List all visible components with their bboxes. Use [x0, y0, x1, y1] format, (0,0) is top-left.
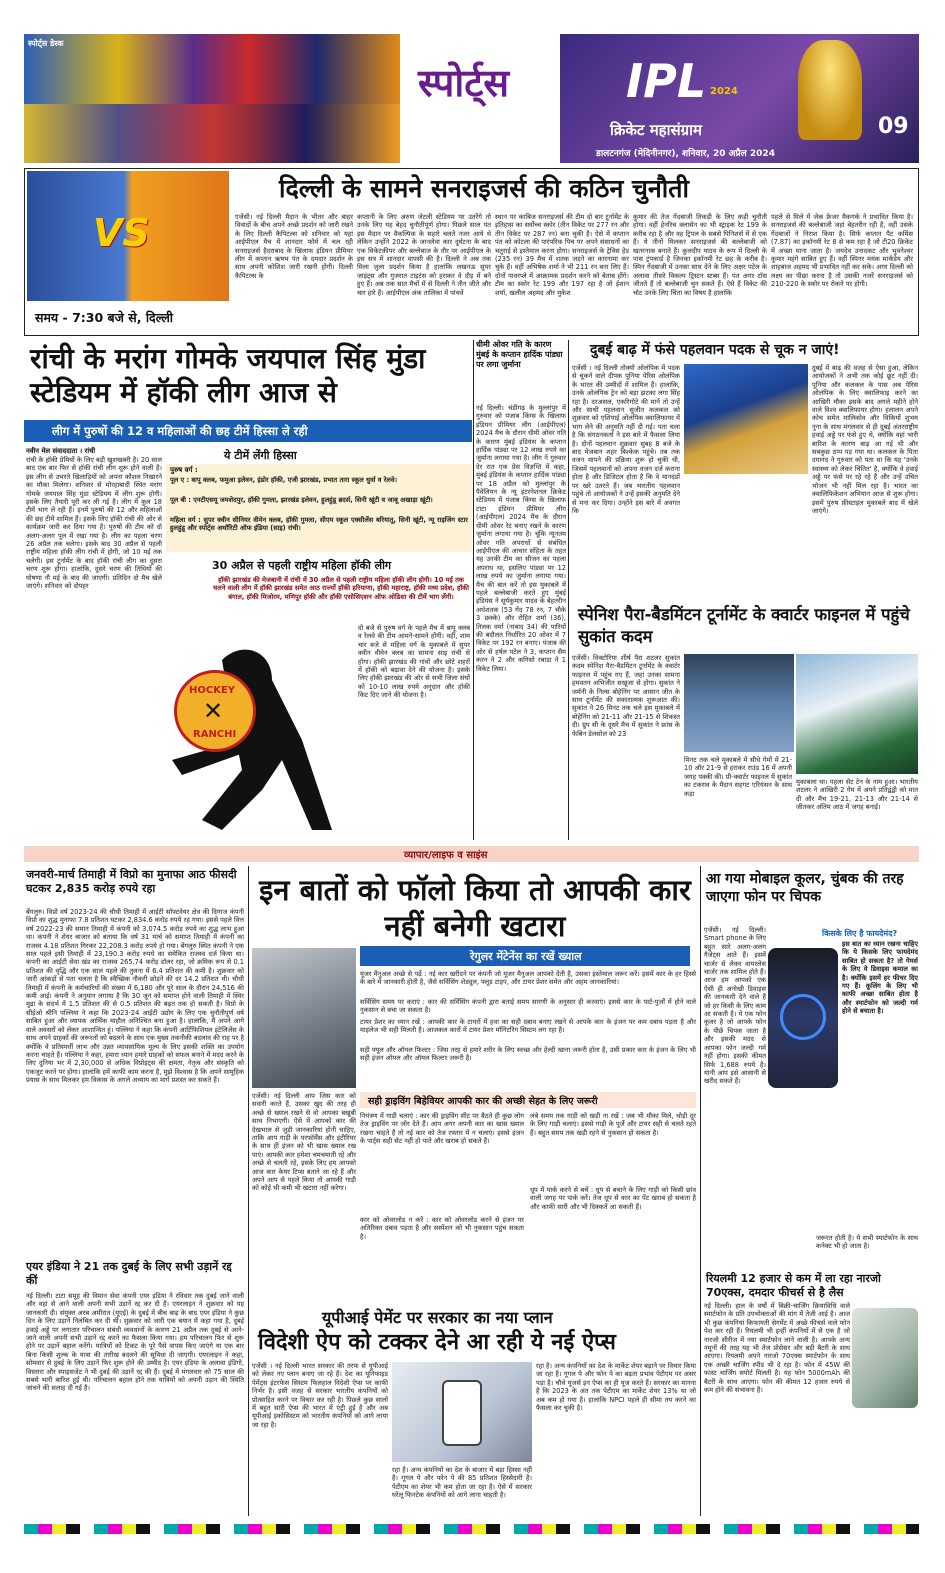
mobile-cooler-story: [704, 866, 919, 1270]
match-time: समय - 7:30 बजे से, दिल्ली: [35, 310, 174, 325]
car-wash-photo: [252, 948, 356, 1088]
badminton-photo-right: [796, 654, 918, 774]
car-headline: इन बातों को फॉलो किया तो आपकी कार नहीं बनेगी खटारा: [259, 873, 691, 943]
air-india-headline: एयर इंडिया ने 21 तक दुबई के लिए सभी उड़ानें रद्द कीं: [26, 1260, 232, 1287]
registration-bar: [24, 1524, 919, 1534]
masthead: [24, 34, 919, 163]
upi-col-1: एजेंसी । नई दिल्ली भारत सरकार की तरफ से यूपीआई को लेकर नए प्लान बनाए जा रहे हैं। देश का यूनिफाइड पेमेंट्स इंटरफेस सिस्टम फिलहाल विदेशी ऐप्स पर काफी निर्भर है। इसी वजह से सरकार भारतीय कंपनियों को प्रोत्साहित करने पर विचार कर रही है। पिछले कुछ सालों में बहुत सारी ऐप्स की भारत में एंट्री हुई है और अब यूपीआई इकोसिस्टम को भारतीय कंपनियों को आगे लाया जा रहा है।: [252, 1362, 388, 1429]
cooler-headline: आ गया मोबाइल कूलर, चुंबक की तरह जाएगा फोन पर चिपक: [706, 871, 904, 905]
realme-body: नई दिल्ली। हाल के वर्षों में बिक्री-चार्जिंग क्रियाविधि वाले स्मार्टफोन के प्रति उपभोक्ताओं की मांग में तेजी आई है। आज भी कुछ कंपनियां किफायती सेगमेंट में अच्छे फीचर्स वाले फोन पेश कर रही हैं। रियलमी भी इन्हीं कंपनियों में से एक है जो नारजो सीरीज में नया स्मार्टफोन लाने वाली है। आपके अन्य नमूनों की तरह यह भी तेज प्रोसेसर और बड़ी बैटरी के साथ आएगा। रियलमी अपने नारजो 70एक्स स्मार्टफोन के साथ एक अच्छी चार्जिंग स्पीड भी दे रहा है। फोन में 45W की फास्ट चार्जिंग सपोर्ट मिलती है। यह फोन 5000mAh की बैटरी के साथ आएगा। फोन की कीमत 12 हजार रुपये से कम होने की संभावना है।: [704, 1302, 850, 1395]
business-strip-label: व्यापार/लाइफ व साइंस: [404, 850, 488, 861]
team-captains-photo: [24, 34, 400, 163]
cooler-device-photo: [768, 948, 838, 1088]
badminton-story: [572, 604, 919, 840]
car-bullet-2: सर्विसिंग समय पर कराएं : कार की सर्विसिंग कंपनी द्वारा बताई समय सारणी के अनुसार ही करवाएं। इससे कार के पार्ट-पुर्जों में होने वाले नुकसान से बचा जा सकता है।: [360, 998, 696, 1015]
pandya-body: नई दिल्ली। चंडीगढ़ के मुल्लांपुर में गुरुवार को पंजाब किंग्स के खिलाफ इंडियन प्रीमियर लीग (आईपीएल) 2024 मैच के दौरान धीमी ओवर गति के कारण मुंबई इंडियंस के कप्तान हार्दिक पांड्या पर 12 लाख रुपये का जुर्माना लगाया गया है। लीग ने गुरुवार देर रात एक प्रेस विज्ञप्ति में कहा, मुंबई इंडियंस के कप्तान हार्दिक पांड्या पर 18 अप्रैल को मुल्लांपुर के पैवेलियन के न्यू इंटरनेशनल क्रिकेट स्टेडियम में पंजाब किंग्स के खिलाफ टाटा इंडियन प्रीमियर लीग (आईपीएल) 2024 मैच के दौरान धीमी ओवर रेट बनाए रखने के कारण जुर्माना लगाया गया है। चूंकि न्यूनतम ओवर गति अपराधों से संबंधित आईपीएल की आचार संहिता के तहत यह उनकी टीम का सीजन का पहला अपराध था, इसलिए पांड्या पर 12 लाख रुपये का जुर्माना लगाया गया। मैच की बात करें तो इस मुकाबले में पहले बल्लेबाजी करते हुए मुंबई इंडियंस ने सूर्यकुमार यादव के बेहतरीन अर्धशतक (53 गेंद 78 रन, 7 चौके 3 छक्के) और रोहित शर्मा (36), तिलक वर्मा (नाबाद 34) की पारियों की बदौलत निर्धारित 20 ओवर में 7 विकेट पर 192 रन बनाए। पंजाब की ओर से हर्षल पटेल ने 3, कप्तान सैम करन ने 2 और कगिसो रबाडा ने 1 विकेट लिया।: [476, 404, 566, 673]
hockey-story: [24, 340, 472, 840]
upi-story: [252, 1308, 698, 1516]
lead-col-3: स्थान पर काबिज सनराइजर्स की टीम दो बार टूर्नामेंट के इतिहास का सर्वोच्च स्कोर (तीन विकेट पर 277 रन और तीन विकेट पर 287 रन) बना चुकी है। ऐसे में कप्तान पंत को कोटला की पारंपरिक पिच पर अपने संसाधनों का चतुराई से इस्तेमाल करना होगा। सनराइजर्स के ट्रेविस हेड (235 रन) 39 मैच में शतक जड़ने का कारनामा कर चुके हैं। वहीं अभिषेक शर्मा ने भी 211 रन बना लिए हैं। दोनों पावरप्ले में आक्रामक प्रदर्शन करने को बेताब होंगे। टीम का स्कोर रेट 199 और 197 रहा है जो ईशान शर्मा, खलील अहमद और मुकेश: [495, 213, 629, 297]
driving-tip-2: कार को ओवरलोड न करें : कार को ओवरलोड करने से इंजन पर अतिरिक्त दबाव पड़ता है और सस्पेंशन को भी नुकसान पहुंच सकता है।: [360, 1216, 524, 1241]
women-teams: महिला वर्ग : सुपर क्वीन सीनियर वीमेन क्लब, हॉकी गुमला, सीएम स्कूल एक्सीलेंस बरियातू, सिनी खूंटी, न्यू राइजिंग स्टार हुलहुंडू और स्पोर्ट्स अथॉरिटी ऑफ इंडिया (साइ) रांची।: [170, 516, 468, 533]
pool-b: पूल बी : एनटीएसयू जमशेदपुर, हॉकी गुमला, झारखंड इलेवन, हुलहुंडू ब्रदर्स, सिनी खूंटी व जाबू अखाड़ा खूंटी।: [170, 496, 433, 504]
cooler-body: एजेंसी। नई दिल्ली। Smart phone के लिए बहुत सारे अलग-अलग गैजेट्स आते हैं। इसमें चार्जर से लेकर वायरलेस चार्जर तक शामिल होते हैं। आज हम आपको एक ऐसी ही अनोखी डिवाइस की जानकारी देने वाले हैं जो हर किसी के लिए काम आ सकती है। ये एक फोन कूलर है जो आपके फोन के पीछे चिपक जाता है और इसकी मदद से आपका फोन जल्दी गर्म नहीं होगा। इसकी कीमत सिर्फ 1,688 रुपये है। यानी आप इसे आसानी से खरीद सकते हैं।: [704, 926, 766, 1086]
women-league-body: हॉकी झारखंड की मेजबानी में रांची में 30 अप्रैल से पहली राष्ट्रीय महिला हॉकी लीग होगी। 10 मई तक चलने वाली लीग में हॉकी झारखंड समेत आठ राज्यों हॉकी हरियाणा, हॉकी महाराष्ट्र, हॉकी मध्य प्रदेश, हॉकी बंगाल, हॉकी मिजोरम, मणिपुर हॉकी और हॉकी एसोसिएशन ऑफ ओडिशा की टीमें भाग लेंगी।: [213, 576, 469, 601]
driving-tip-1: नियंत्रण में गाड़ी चलाएं : कार की ड्राइविंग सीट पर बैठते ही कुछ लोग तेज ड्राइविंग पर जोर देते हैं। आप अगर अपनी कार का खास ख्याल रखना चाहते हैं तो नई कार को तेज रफ्तार में न चलाएं। इससे इंजन के पार्ट्स सही सेट नहीं हो पाते और खराब हो सकते हैं।: [360, 1112, 524, 1146]
page-number: 09: [878, 114, 909, 139]
driving-tip-4: धूप में पार्क करने से बचें : धूप से बचाने के लिए गाड़ी को किसी छांव वाली जगह पर पार्क करें। तेज धूप से कार का पेंट खराब हो सकता है और काफी सारी और भी दिक्कतें आ सकती हैं।: [530, 1186, 696, 1211]
hockey-subhead: लीग में पुरुषों की 12 व महिलाओं की छह टीमें हिस्सा ले रही: [52, 424, 308, 438]
wrestling-col-1: एजेंसी । नई दिल्ली तोक्यो ओलंपिक में पदक से चूकने वाले दीपक पूनिया पेरिस ओलंपिक के भारत की उम्मीदों में शामिल हैं। हालांकि, उनके ओलंपिक ट्रेन को बड़ा झटका लगा सिंह रहा है। दरअसल, एकरिगोटे की मानें तो उन्हें और साथी पहलवान सुजीत कलकल को शुक्रवार को एशियाई ओलंपिक क्वालिफायर में भाग लेने की अनुमति नहीं दी गई। पता चला है कि संगठनकर्ता ने इस बारे में फैसला लिया है। दोनों पहलवान शुक्रवार सुबह 8 बजे के बाद मेजबान शहर बिश्केक पहुंचे। तब तक वजन मापने की प्रक्रिया शुरू हो चुकी थी, जिसमें पहलवानों को अपना वजन दर्ज कराना होता है और डिजिटल होता है कि वे मानदंडों पर खरे उतरते हैं। जब भारतीय पहलवान पहुंचे तो आयोजकों ने उन्हें इसकी अनुमति देने से मना कर दिया। उन्होंने इस बारे में अवगत कि: [572, 364, 680, 515]
driving-tip-3: लंबे समय तक गाड़ी को खड़ी ना रखें : जब भी मौका मिले, थोड़ी दूर के लिए गाड़ी चलाएं। इससे गाड़ी के पुर्जे और टायर सही से चलते रहते हैं। बहुत समय तक खड़ी रहने से नुकसान हो सकता है।: [530, 1112, 696, 1137]
car-bullet-1: यूजर मैनुअल अच्छे से पढ़ें : नई कार खरीदने पर कंपनी जो यूजर मैनुअल आपको देती है, उसका इस्तेमाल जरूर करें। इसमें कार के हर हिस्से के बारे में जानकारी होती है, जैसे सर्विसिंग शेड्यूल, फ्लूड टाइप, और टायर प्रेशर समेत और अहम जानकारियां।: [360, 970, 696, 987]
air-india-story: [24, 1260, 246, 1516]
wipro-story: [24, 866, 246, 1256]
brand-logo: स्पोर्ट्स: [418, 61, 510, 105]
lead-col-2: कप्तानी के लिए अरुण जेटली स्टेडियम पर उतरेंगे तो उनके लिए यह बेहद चुनौतीपूर्ण होगा। पिछले साल पंत इस मैदान पर वैकल्पिक के सहारे चलते नजर आये थे लेकिन उन्होंने 2022 के जानलेवा कार दुर्घटना के बाद एक विकेटकीपर और बल्लेबाज के तौर पर आईपीएल के इस सत्र में शानदार वापसी की है। दिल्ली ने अब तक मिला जुला प्रदर्शन किया है हालांकि लखनऊ सुपर जाइंट्स और गुजरात टाइटंस को हराकर वे दौड़ में बने हुए हैं। अब तक सात मैचों में से दिल्ली ने तीन जीते और चार हारे हैं। आईपीएल अंक तालिका में पांचवें: [357, 213, 491, 297]
wipro-headline: जनवरी-मार्च तिमाही में विप्रो का मुनाफा आठ फीसदी घटकर 2,835 करोड़ रुपये रहा: [26, 868, 237, 895]
lead-col-5: पहले से मिले में जेक फ्रेजर मैकगर्क ने प्रभावित किया है। सनराइजर्स की बल्लेबाजी जहां बेहतरीन रही है, वहीं उसके गेंदबाजों ने निराश किया है। सिर्फ कप्तान पैट कमिंस (7.87) का इकॉनमी रेट 8 से कम रहा है जो टी20 क्रिकेट में अच्छा माना जाता है। जयदेव उनादकट और भुवनेश्वर कुमार महंगे साबित हुए हैं। वहीं स्पिनर मयंक मार्कंडेय और शाहबाज अहमद भी प्रभावित नहीं कर सके। अगर दिल्ली को लक्ष्य का पीछा करना है तो उसकी नजरें सनराइजर्स को 210-220 के स्कोर पर रोकने पर होगी।: [771, 213, 913, 289]
logo-bottom-text: RANCHI: [193, 729, 237, 740]
lead-col-1: एजेंसी। नई दिल्ली मैदान के भीतर और बाहर विवादों के बीच अपने अच्छे प्रदर्शन को जारी रखने के लिए दिल्ली कैपिटल्स को शनिवार को यहां आईपीएल मैच में शानदार फॉर्म में चल रही सनराइजर्स हैदराबाद के खिलाफ इंडियन प्रीमियर लीग में कप्तान ऋषभ पंत के दमदार प्रदर्शन के साथ अपनी कोशिश जारी रखनी होगी। दिल्ली कैपिटल्स के: [235, 213, 353, 280]
car-intro: एजेंसी। नई दिल्ली आप जिस कार को सवारी करते हैं, उसका खुद की तरह ही अच्छे से ख्याल रखने से वो आपका बखूबी साथ निभाएगी। ऐसे में आपको कार की देखभाल से जुड़ी जानकारियां होनी चाहिए, ताकि आप गाड़ी के परफॉर्मेंस और इंटीरियर के साथ ही इंजन को भी खास ख्याल रख पाएं। आपकी कार हमेशा चमचमाती रहे और अच्छे से चलती रहे, इसके लिए हम आपको आज कार केयर टिप्स बताने जा रहे हैं और अपने आप से पहले किया तो आपकी गाड़ी को कोई भी कमी भी खटारा नहीं करेगा।: [252, 1092, 356, 1193]
hockey-body: रांची के हॉकी प्रेमियों के लिए बड़ी खुशखबरी है। 20 साल बाद एक बार फिर से हॉकी रांची लीग शुरू होने वाली है। इस लीग से उभरते खिलाड़ियों को अपना कौशल निखारने का मौका मिलेगा। शनिवार से मोरहाबादी स्थित मरांग गोमके जयपाल सिंह मुंडा स्टेडियम में लीग शुरू होगी। इसके लिए तैयारी पूरी कर ली गई है। लीग में कुल 18 टीमें भाग ले रही हैं। इनमें पुरुषों की 12 और महिलाओं की छह टीमें शामिल हैं। इसके लिए हॉकी रांची की ओर से कार्यक्रम जारी कर दिया गया है। पुरुषों की टीम को दो अलग-अलग पूल में रखा गया है। लीग का पहला चरण 26 अप्रैल तक चलेगा। इसके बाद 30 अप्रैल से पहली राष्ट्रीय महिला हॉकी लीग रांची में होगी, जो 10 मई तक चलेगी। इस टूर्नामेंट के बाद हॉकी रांची लीग का दूसरा चरण शुरू होगा। हालांकि, दूसरे चरण की तिथियों की घोषणा नौ मई के बाद की जाएगी। प्रतिदिन दो मैच खेले जाएंगे। शनिवार को दोपहर: [26, 456, 162, 591]
upi-col-2: रहा है। अन्य कंपनियों का देश के बाजार में बड़ा हिस्सा नहीं है। गूगल पे और फोन पे की 85 प्रतिशत हिस्सेदारी है। पेटीएम का शेयर भी कम होता जा रहा है। ऐसे में सरकार घरेलू फिनटेक कंपनियों को आगे लाना चाहती है।: [392, 1466, 532, 1500]
upi-col-3: रहा है। अन्य कंपनियों का देश के मार्केट शेयर बढ़ाने पर विचार किया जा रहा है। गूगल पे और फोन पे का बढ़ता प्रभाव पेटीएम पर असर पड़ा है। चौथे यूजर्स इन ऐप्स का ही यूज करते हैं। सरकार का मानना है कि 2023 के अंत तक पेटीएम का मार्केट शेयर 13% था जो अब कम हो गया है। हालांकि NPCI पहले ही सीमा तय करने का फैसला कर चुकी है।: [536, 1362, 696, 1413]
driving-heading: सही ड्राइविंग बिहेवियर आपकी कार की अच्छी सेहत के लिए जरूरी: [368, 1096, 598, 1107]
teams-heading: ये टीमें लेंगी हिस्सा: [224, 449, 297, 462]
car-bullet-3: टायर प्रेशर का ध्यान रखें : आपकी कार के टायरों में हवा का सही दबाव बनाए रखने से आपके कार के इंजन पर कम दबाव पड़ता है और माइलेज भी सही मिलती है। आजकल कारों में टायर प्रेशर मॉनिटरिंग सिस्टम लग रहा है।: [360, 1018, 696, 1035]
upi-phone-icon: [442, 1380, 482, 1446]
men-label: पुरुष वर्ग :: [170, 466, 198, 474]
pool-a: पूल ए : बापू क्लब, फमुआ इलेवन, इंडोर हॉकी, एजी झारखंड, प्रभात तारा स्कूल धुर्वा व रेलवे।: [170, 476, 398, 484]
wrestling-col-2: दुबई में बाढ़ की वजह से ऐसा हुआ, लेकिन आयोजकों ने अभी तक कोई छूट नहीं दी। पूनिया और कलकल के पास अब पेरिस ओलंपिक के लिए क्वालिफाइ करने का आखिरी मौका इसके बाद अगले महीने होने वाले विश्व क्वालिफायर होगा। हलालन अपने कोच समेत मालिकोव और विकियों शुभम नुना के साथ मंगलवार से ही दुबई अंतरराष्ट्रीय हवाई अड्डे पर फंसे हुए थे, क्योंकि वहां भारी बारिश के कारण बाढ़ आ गई थी और सबकुछ ठप्प पड़ गया था। कलकल के पिता दयानंद ने गुरुवार को पता था कि यह 'उनके स्वास्थ्य को लेकर चिंतित' है, क्योंकि वे हवाई अड्डे पर फंसे पर रहे रहे हैं और उन्हें उचित भोजन भी नहीं मिल रहा है। भारत का क्वालिफिकेशन अभियान आज से शुरू होगा। इसमें पुरुष फ्रीस्टाइल मुकाबले बाद में खेले जाएंगे।: [812, 364, 918, 515]
vs-text: VS: [93, 211, 150, 255]
trophy-image: [798, 40, 862, 140]
tagline: क्रिकेट महासंग्राम: [610, 121, 702, 139]
badminton-photo-left: [684, 654, 794, 752]
pandya-story: [476, 340, 566, 840]
air-india-body: नई दिल्ली। टाटा समूह की विमान सेवा कंपनी एयर इंडिया ने रविवार तक दुबई जाने वाली और वहां से आने वाली अपनी सभी उड़ानें रद्द कर दी हैं। एयरलाइन ने शुक्रवार को यह जानकारी दी। संयुक्त अरब अमीरात (यूएई) के दुबई में बीच बाढ़ के बाद एयर इंडिया ने कुछ दिन के लिए उड़ानें निलंबित कर दी थीं। शुक्रवार को जारी एक बयान में कहा गया है, दुबई हवाई अड्डे पर लगातार परिचालन संबंधी व्यवधानों के कारण 21 अप्रैल तक दुबई से आने-जाने वाली अपनी सभी उड़ानें रद्द करने का फैसला किया गया। हम परिचालन फिर से शुरू होने पर उड़ानें बहाल करेंगे। यात्रियों को टिकट के पूरे पैसे वापस किए जाएंगे या एक बार बिना किसी शुल्क के यात्रा की तारीख बदलने की सुविधा दी जाएगी। एयरलाइन ने कहा, सोमवार से दुबई के लिए उड़ानें फिर शुरू होने की उम्मीद है। एयर इंडिया के अलावा इंडिगो, विस्तारा और स्पाइसजेट ने भी दुबई की उड़ानें रद्द की हैं। दुबई में मंगलवार को 75 साल की सबसे भारी बारिश हुई थी। परिचालन बहाल होने तक यात्रियों को अपनी उड़ान की स्थिति जांचने की सलाह दी गई है।: [26, 1292, 244, 1393]
upi-subhead: विदेशी ऐप को टक्कर देने आ रही ये नई ऐप्स: [258, 1330, 616, 1355]
car-story: [252, 866, 698, 1306]
crossed-sticks-icon: ✕: [203, 697, 224, 725]
cooler-side-body: इस बात का ध्यान रखना चाहिए कि ये किसके लिए फायदेमंद साबित हो सकता है? तो गेमर्स के लिए ये डिवाइस कमाल का है। क्योंकि इसमें हर फीचर दिए गए हैं। कूलिंग के लिए भी काफी अच्छा साबित होता है और स्मार्टफोन को जल्दी गर्म होने से बचाता है।: [842, 940, 918, 1016]
pandya-headline: धीमी ओवर गति के कारण मुंबई के कप्तान हार्दिक पांड्या पर लगा जुर्माना: [476, 340, 563, 369]
lead-story: [24, 168, 919, 336]
car-banner: [360, 946, 690, 966]
fan-icon: [780, 994, 826, 1040]
wipro-body: बेंगलुरु। विप्रो वर्ष 2023-24 की चौथी तिमाही में आईटी सॉफ्टवेयर क्षेत्र की दिग्गज कंपनी विप्रो का शुद्ध मुनाफा 7.8 प्रतिशत घटकर 2,834.6 करोड़ रुपये रह गया। इससे पहले वित्त वर्ष 2022-23 की समान तिमाही में कंपनी को 3,074.5 करोड़ रुपये का शुद्ध लाभ हुआ था। कंपनी ने शेयर बाजार को बताया कि वर्ष 31 मार्च को समाप्त तिमाही में कंपनी का राजस्व 4.18 प्रतिशत गिरकर 22,208.3 करोड़ रुपये हो गया। बेंगलुरु स्थित कंपनी ने एक साल पहले इसी तिमाही में 23,190.3 करोड़ रुपये का समेकित राजस्व दर्ज किया था। कंपनी का आईटी सेवा खंड का राजस्व 265.74 करोड़ डॉलर रहा, जो क्रमिक रूप से 0.1 प्रतिशत की वृद्धि और एक साल पहले की तुलना में 6.4 प्रतिशत की कमी है। शुक्रवार को जारी आंकड़ों से पता चलता है कि स्वैच्छिक नौकरी छोड़ने की दर 14.2 प्रतिशत थी। चौथी तिमाही में कंपनी के कर्मचारियों की संख्या में 6,180 और पूरे साल के दौरान 24,516 की कमी आई। कंपनी ने अनुमान लगाया है कि 30 जून को समाप्त होने वाली तिमाही में स्थिर मुद्रा के संदर्भ में 1.5 प्रतिशत की से 0.5 प्रतिशत की बढ़त तक हो सकती है। विप्रो के सीईओ श्रीनि पल्लिया ने कहा कि 2023-24 आईटी उद्योग के लिए एक चुनौतीपूर्ण वर्ष साबित हुआ और व्यापक आर्थिक माहौल अनिश्चित बना हुआ है। हालांकि, मैं अपने आगे वाले अवसरों को लेकर आशान्वित हूं। पल्लिया ने कहा कि कंपनी आर्टिफिशियल इंटेलिजेंस के साथ अपने ग्राहकों की जरूरतों को बदलने के साथ एक मुख्य तकनीकी बदलाव की राह पर है क्योंकि वे प्रतिस्पर्धी लाभ और उन्नत व्यावसायिक मूल्य के लिए इसकी शक्ति का उपयोग करना चाहते हैं। पल्लिया ने कहा, हमारा ध्यान हमारे ग्राहकों को सफल बनाने में मदद करने के लिए दुनिया भर में 2,30,000 से अधिक विप्रोइट्स की क्षमता, नेतृत्व और संस्कृति को एकजुट करने पर होगा। हालांकि हमें काफी काम करना है, मुझे विश्वास है कि अपने सामूहिक प्रयास के साथ मिलकर हम विकास के अगले अध्याय का मार्ग प्रशस्त कर सकते हैं।: [26, 908, 244, 1085]
badminton-col-2: मिनट तक चले मुकाबले में सीधे गेमों में 21-10 और 21-9 से हराकर राउंड 16 में अपनी जगह पक्की की। प्री-क्वार्टर फाइनल में सुकांत का टकराव के मैदान सहगट एरियंसन के साथ कड़ा: [684, 756, 792, 798]
car-banner-text: रेगुलर मेंटेनेंस का रखें ख्याल: [470, 950, 582, 963]
ipl-banner: [560, 34, 919, 163]
upi-headline: यूपीआई पेमेंट पर सरकार का नया प्लान: [322, 1308, 553, 1327]
ipl-logo: IPL: [626, 54, 707, 108]
realme-headline: रियलमी 12 हजार से कम में ला रहा नारजो 70एक्स, दमदार फीचर्स से है लैस: [706, 1272, 881, 1299]
hockey-headline: रांची के मरांग गोमके जयपाल सिंह मुंडा स्टेडियम में हॉकी लीग आज से: [30, 342, 426, 409]
teams-box: [166, 464, 472, 552]
realme-story: [704, 1272, 919, 1516]
business-strip: [24, 846, 919, 862]
cooler-bottom-note: जरूरत होती है। ये सभी स्मार्टफोन के साथ कनेक्ट भी हो जाता है।: [816, 1234, 918, 1251]
wrestling-photo: [684, 364, 808, 474]
masthead-caption: स्पोर्ट्स डेस्क: [28, 39, 64, 48]
badminton-headline: स्पेनिश पैरा-बैडमिंटन टूर्नामेंट के क्वार्टर फाइनल में पहुंचे सुकांत कदम: [578, 605, 910, 646]
women-league-heading: 30 अप्रैल से पहली राष्ट्रीय महिला हॉकी लीग: [212, 559, 392, 572]
dateline: डालटनगंज (मेदिनीनगर), शनिवार, 20 अप्रैल 2024: [596, 149, 775, 159]
hockey-subhead-bar: [24, 420, 472, 442]
badminton-col-1: एजेंसी। विक्टोरिया शीर्ष पैरा शटलर सुकांत कदम स्पेनिश पैरा-बैडमिंटन टूर्नामेंट के क्वार्टर फाइनल में पहुंच गए हैं, जहां उनका सामना हमवतन अभिजीत सखूजा से होगा। सुकांत ने जर्मनी के निल्स बोहेनिंग पर आसान जीत के साथ टूर्नामेंट की सकारात्मक शुरूआत की। सुकांत ने 26 मिनट तक चले इस मुकाबले में बोहेनिंग को 21-11 और 21-15 से शिकस्त दी। ग्रुप सी के दूसरे मैच में सुकांत ने फ्रांस के फेबिन डेलसोल को 23: [572, 654, 680, 738]
hockey-ranchi-logo: [174, 670, 256, 752]
pant-vs-cummins-photo: [27, 171, 229, 301]
wrestling-story: [572, 340, 919, 600]
hockey-right-text: दो बजे से पुरुष वर्ग के पहले मैच में बापू क्लब व रेलवे की टीम आमने-सामने होंगी। वहीं, शाम चार बजे से महिला वर्ग के मुकाबले में सुपर क्वीन वीमेन क्लब का सामना साइ रांची से होगा। हॉकी झारखंड की गांवों और छोटे शहरों में हॉकी को बढ़ावा देने की योजना है। इसके लिए हॉकी झारखंड की ओर से सभी जिला संघों को 10-10 लाख रुपये अनुदान और हॉकी किट दिए जाने की योजना है।: [358, 624, 470, 700]
hockey-byline: नवीन मेल संवाददाता । रांची: [26, 447, 96, 455]
car-bullet-4: सही फ्यूल और ऑयल फिल्टर : जिस तरह से हमारे शरीर के लिए स्वच्छ और हेल्दी खाना जरूरी होता है, उसी प्रकार कार के इंजन के लिए भी सही इंजन ऑयल और ऑयल फिल्टर जरूरी है।: [360, 1046, 696, 1063]
realme-phone-photo: [852, 1308, 918, 1408]
badminton-col-3: मुकाबला था। पहला सेट टेन के नाम हुआ। भारतीय शटलर ने आखिरी 2 गेम में अपने प्रतिद्वंद्वी को मात दी और मैच 19-21, 21-13 और 21-14 से जीतकर अंतिम आठ में जगह बनाई।: [796, 778, 918, 812]
brand-box: [400, 34, 560, 163]
driving-heading-bar: [360, 1092, 696, 1108]
ipl-year: 2024: [710, 86, 738, 97]
logo-top-text: HOCKEY: [189, 685, 236, 696]
wrestling-headline: दुबई बाढ़ में फंसे पहलवान पदक से चूक न जाएं!: [590, 342, 840, 358]
cooler-side-heading: किसके लिए है फायदेमंद?: [822, 929, 898, 938]
lead-headline: दिल्ली के सामने सनराइजर्स की कठिन चुनौती: [279, 174, 689, 203]
lead-col-4: कुमार की तेज गेंदबाजी तिकड़ी के लिए कड़ी चुनौती होगा। वहीं हेनरिच क्लासेन का भी स्ट्राइक रेट 199 के करीब रहा है और वह ट्रिपल के सबसे पिनिशर्स में से एक हैं। ये तीनों मिलकर सनराइजर्स की बल्लेबाजी को खतरनाक बनाते हैं। कुलदीप यादव के रूप में दिल्ली के पास ट्रंपकार्ड है जिनका इकॉनमी रेट छह के करीब है। स्पिन गेंदबाजी में उनका साथ देने के लिए अक्षर पटेल के अलावा तीसरे विकल्प ट्रिस्टन स्टब्स हैं। पंत अगर टॉस जीतते हैं तो बल्लेबाजी चुन सकते हैं। ऐसे हैं विकेट की चोट उनके लिए चिंता का विषय है हालांकि: [633, 213, 767, 297]
upi-phone-photo: [392, 1362, 532, 1462]
